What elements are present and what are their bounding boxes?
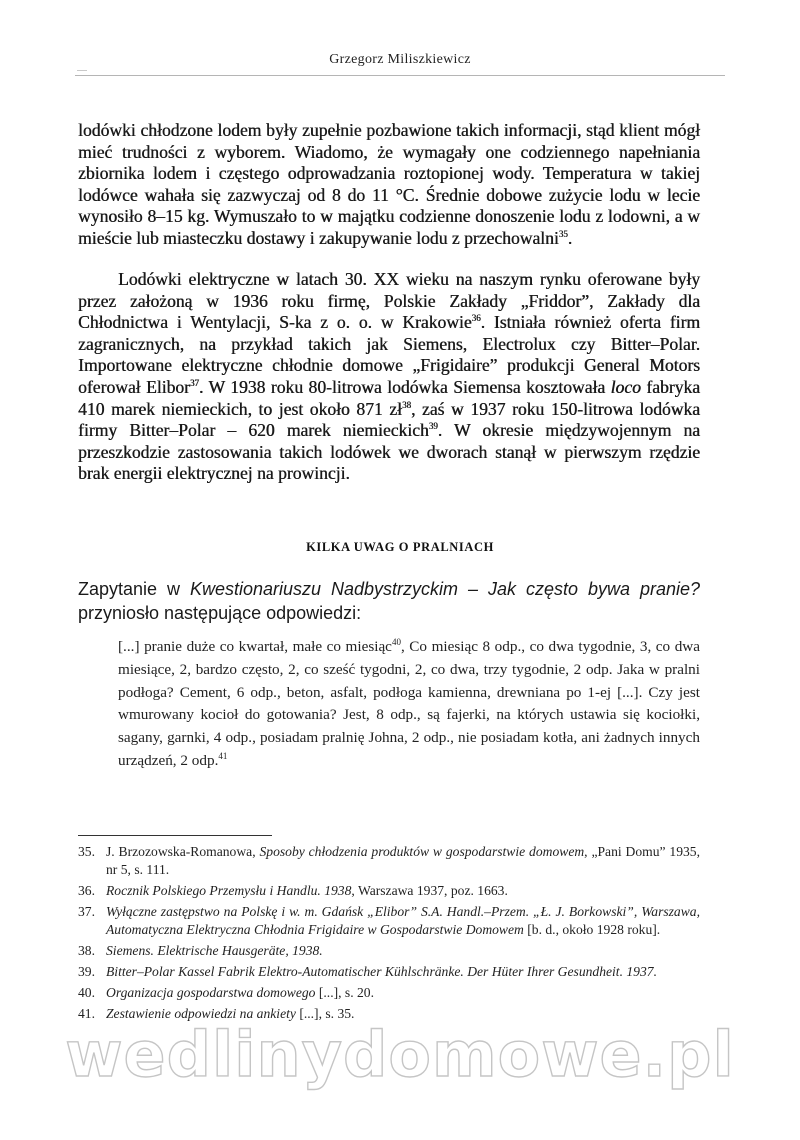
footnote-number: 40. bbox=[78, 985, 95, 1000]
italic-term: loco bbox=[610, 376, 641, 397]
body-paragraph-2 bbox=[78, 269, 700, 485]
footnote-plain: , „Pani Domu” 1935, nr 5, s. 111. bbox=[106, 844, 700, 877]
footnotes bbox=[78, 843, 700, 1026]
footnote-ref[interactable]: 36 bbox=[471, 313, 481, 324]
quote-text: , Co miesiąc 8 odp., co dwa tygodnie, 3, co dwa miesiące, 2, bardzo często, 2, co sześć tygodni, 2, co dwa, trzy tygodnie, 2 odp. Jaka w pralni podłoga? Cement, 6 odp., beton, asfalt, podłoga kamienna, drewniana po 1-ej [...]. Czy jest wmurowany kocioł do gotowania? Jest, 8 odp., są fajerki, na których ustawia się kociołki, sagany, garnki, 4 odp., posiadam pralnię Johna, 2 odp., nie posiadam kotła, ani żadnych innych urządzeń, 2 odp. bbox=[118, 638, 700, 769]
footnote-text bbox=[106, 843, 700, 879]
header-mark bbox=[77, 70, 87, 71]
intro-italic-title: Kwestionariuszu Nadbystrzyckim – Jak często bywa pranie? bbox=[189, 579, 700, 599]
body-paragraph-1 bbox=[78, 120, 700, 250]
footnote bbox=[78, 882, 700, 900]
footnote-ref[interactable]: 40 bbox=[391, 636, 401, 647]
running-head: Grzegorz Miliszkiewicz bbox=[329, 52, 471, 67]
footnote-ref[interactable]: 38 bbox=[401, 399, 411, 410]
footnote-text bbox=[106, 963, 700, 981]
block-quote bbox=[118, 636, 700, 773]
footnote-title: Zestawienie odpowiedzi na ankiety bbox=[106, 1006, 296, 1021]
footnote-plain: [b. d., około 1928 roku]. bbox=[523, 922, 661, 937]
footnote-plain: [...], s. 35. bbox=[295, 1006, 355, 1021]
footnote-ref[interactable]: 35 bbox=[558, 229, 568, 240]
footnote bbox=[78, 843, 700, 879]
footnote-ref[interactable]: 37 bbox=[189, 378, 199, 389]
watermark: wedlinydomowe.pl bbox=[65, 1018, 735, 1091]
footnote-title: Siemens. Elektrische Hausgeräte, 1938. bbox=[106, 943, 323, 958]
quote-text: [...] pranie duże co kwartał, małe co miesiąc bbox=[118, 638, 392, 655]
footnote-divider bbox=[78, 835, 272, 836]
paragraph-text: . Istniała również oferta firm zagranicznych, na przykład takich jak Siemens, Electrolux czy Bitter–Polar. Importowane elektryczne chłodnie domowe „Frigidaire” produkcji General Motors oferował Elibor bbox=[78, 312, 700, 397]
footnote-number: 35. bbox=[78, 844, 95, 859]
section-heading: KILKA UWAG O PRALNIACH bbox=[306, 540, 494, 554]
paragraph-end: . bbox=[567, 227, 573, 248]
paragraph-text: . W 1938 roku 80-litrowa lodówka Siemensa kosztowała bbox=[198, 376, 611, 397]
paragraph-text: fabryka 410 marek niemieckich, to jest około 871 zł bbox=[78, 376, 700, 419]
footnote-ref[interactable]: 39 bbox=[428, 421, 438, 432]
paragraph-text: , zaś w 1937 roku 150-litrowa lodówka firmy Bitter–Polar – 620 marek niemieckich bbox=[78, 398, 700, 441]
footnote bbox=[78, 942, 700, 960]
footnote-number: 39. bbox=[78, 964, 95, 979]
footnote-text bbox=[106, 942, 700, 960]
footnote-text bbox=[106, 984, 700, 1002]
footnote-title: Organizacja gospodarstwa domowego bbox=[106, 985, 316, 1000]
footnote-plain: J. Brzozowska-Romanowa, bbox=[106, 844, 260, 859]
footnote-ref[interactable]: 41 bbox=[218, 750, 228, 761]
paragraph-text: Lodówki elektryczne w latach 30. XX wieku na naszym rynku oferowane były przez założoną w 1936 roku firmę, Polskie Zakłady „Friddor”, Zakłady dla Chłodnictwa i Wentylacji, S-ka z o. o. w Krakowie bbox=[78, 269, 700, 333]
footnote-number: 41. bbox=[78, 1006, 95, 1021]
footnote bbox=[78, 984, 700, 1002]
footnote-number: 37. bbox=[78, 904, 95, 919]
footnote bbox=[78, 963, 700, 981]
footnote-title: Bitter–Polar Kassel Fabrik Elektro-Automatischer Kühlschränke. Der Hüter Ihrer Gesundheit. 1937. bbox=[106, 964, 657, 979]
paragraph-text: lodówki chłodzone lodem były zupełnie pozbawione takich informacji, stąd klient mógł mieć trudności z wyborem. Wiadomo, że wymagały one codziennego napełniania zbiornika lodem i częstego odprowadzania roztopionej wody. Temperatura w takiej lodówce wahała się zazwyczaj od 8 do 11 °C. Średnie dobowe zużycie lodu w lecie wynosiło 8–15 kg. Wymuszało to w majątku codzienne donoszenie lodu z lodowni, a w mieście lub miasteczku dostawy i zakupywanie lodu z przechowalni bbox=[78, 120, 700, 248]
footnote-text bbox=[106, 903, 700, 939]
footnote-plain: [...], s. 20. bbox=[315, 985, 374, 1000]
footnote-number: 36. bbox=[78, 883, 95, 898]
footnote bbox=[78, 903, 700, 939]
footnote-text bbox=[106, 882, 700, 900]
footnote-title: Sposoby chłodzenia produktów w gospodarstwie domowem bbox=[259, 844, 585, 859]
intro-text: przyniosło następujące odpowiedzi: bbox=[78, 603, 362, 623]
header-rule bbox=[75, 75, 725, 76]
footnote-title: Rocznik Polskiego Przemysłu i Handlu. 1938 bbox=[106, 883, 352, 898]
footnote-number: 38. bbox=[78, 943, 95, 958]
intro-text: Zapytanie w bbox=[78, 579, 190, 599]
intro-paragraph bbox=[78, 577, 700, 625]
paragraph-text: . W okresie międzywojennym na przeszkodzie zastosowania takich lodówek we dworach stanął w pierwszym rzędzie brak energii elektrycznej na prowincji. bbox=[78, 420, 700, 484]
footnote-title: Wyłączne zastępstwo na Polskę i w. m. Gdańsk „Elibor” S.A. Handl.–Przem. „Ł. J. Borkowski”, Warszawa, Automatyczna Elektryczna Chłodnia Frigidaire w Gospodarstwie Domowem bbox=[106, 904, 700, 937]
footnote-plain: , Warszawa 1937, poz. 1663. bbox=[351, 883, 508, 898]
